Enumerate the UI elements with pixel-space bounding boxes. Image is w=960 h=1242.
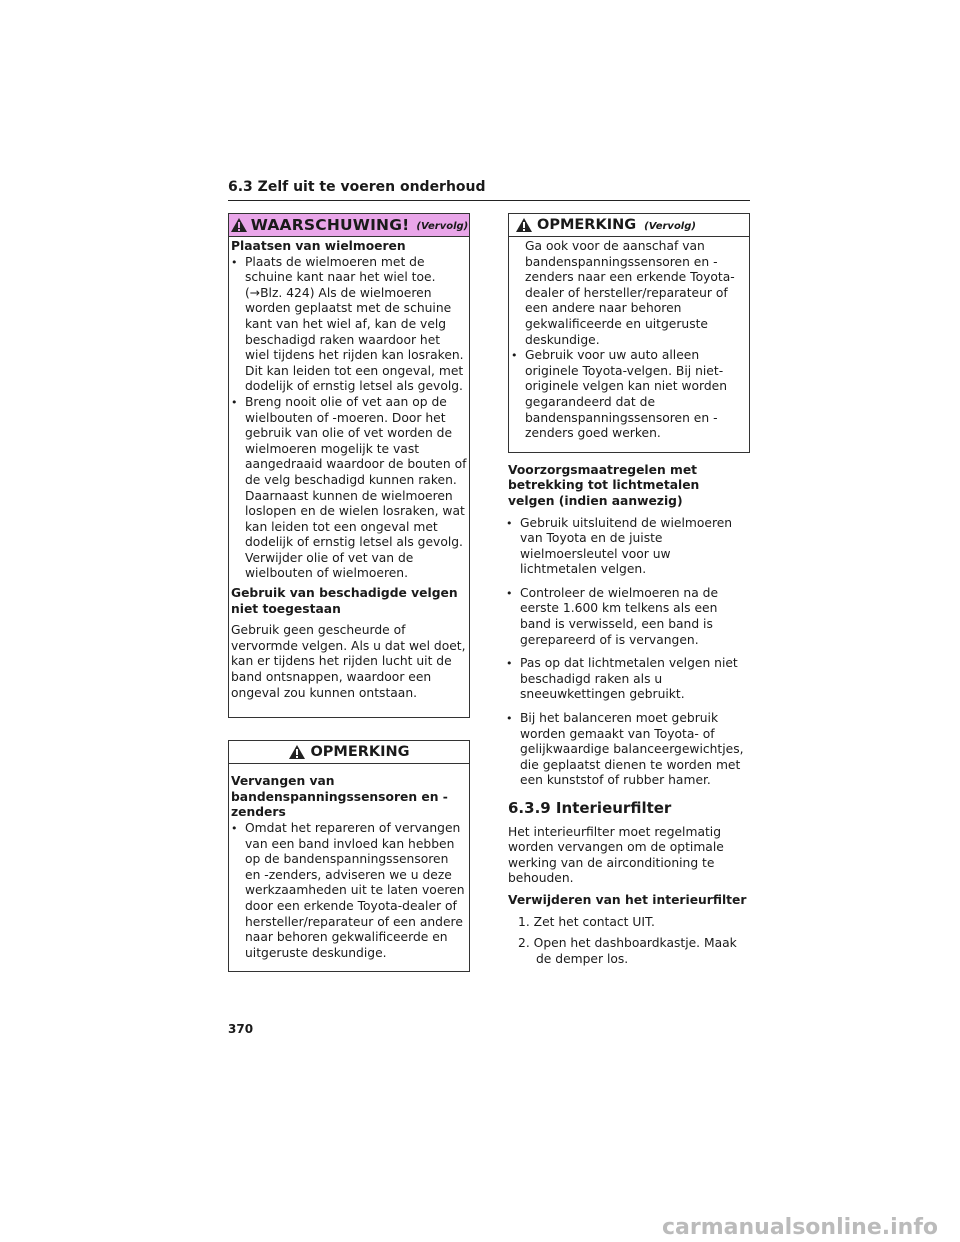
notice-body: [229, 764, 469, 971]
left-column: [228, 213, 470, 988]
notice-continued-bullet: • Gebruik voor uw auto alleen originele Toyota-velgen. Bij niet-originele velgen kan niet worden gegarandeerd dat de bandenspanningssensoren en -zenders goed werken.: [511, 348, 747, 442]
warning-header: [229, 214, 469, 237]
notice-triangle-icon: [288, 744, 306, 760]
page-number: 370: [228, 1022, 254, 1036]
alloy-precautions-heading: Voorzorgsmaatregelen met betrekking tot lichtmetalen velgen (indien aanwezig): [508, 462, 700, 508]
warning-triangle-icon: [230, 217, 248, 233]
remove-filter-heading: Verwijderen van het interieurfilter: [508, 892, 747, 907]
interieurfilter-intro: Het interieurfilter moet regelmatig worden vervangen om de optimale werking van de airconditioning te behouden.: [508, 824, 724, 886]
warning-paragraph: Gebruik geen gescheurde of vervormde velgen. Als u dat wel doet, kan er tijdens het rijden lucht uit de band ontsnappen, waardoor een ongeval zou kunnen ontstaan.: [231, 623, 466, 700]
notice-continued-text: Ga ook voor de aanschaf van bandenspanningssensoren en -zenders naar een erkende Toyota-dealer of hersteller/reparateur of een andere naar behoren gekwalificeerde en uitgeruste deskundige.: [525, 239, 735, 347]
alloy-bullet-2: • Controleer de wielmoeren na de eerste 1.600 km telkens als een band is verwisseld, een band is gerepareerd of is vervangen.: [508, 586, 750, 648]
alloy-bullet-1: • Gebruik uitsluitend de wielmoeren van Toyota en de juiste wielmoersleutel voor uw lichtmetalen velgen.: [508, 516, 750, 578]
warning-subheading-1: Plaatsen van wielmoeren: [231, 239, 406, 253]
notice-subheading: Vervangen van bandenspanningssensoren en -zenders: [231, 774, 448, 820]
section-header: 6.3 Zelf uit te voeren onderhoud: [228, 178, 750, 201]
step-2: 2. Open het dashboardkastje. Maak de demper los.: [518, 936, 737, 966]
notice-continued-box: [508, 213, 750, 453]
watermark: carmanualsonline.info: [662, 1215, 938, 1240]
section-heading-interieurfilter: 6.3.9 Interieurfilter: [508, 799, 672, 817]
step-1: 1. Zet het contact UIT.: [518, 914, 655, 929]
warning-bullet-1: • Plaats de wielmoeren met de schuine kant naar het wiel toe. (→Blz. 424) Als de wielmoeren worden geplaatst met de schuine kant van het wiel af, kan de velg beschadigd raken waardoor het wiel tijdens het rijden kan losraken. Dit kan leiden tot een ongeval, met dodelijk of ernstig letsel als gevolg.: [231, 255, 467, 395]
right-content: [508, 463, 750, 968]
notice-title: OPMERKING: [310, 744, 410, 761]
notice-bullet-1: • Omdat het repareren of vervangen van een band invloed kan hebben op de bandenspanningssensoren en -zenders, adviseren we u deze werkzaamheden uit te laten voeren door een erkende Toyota-dealer of hersteller/reparateur of een andere naar behoren gekwalificeerde en uitgeruste deskundige.: [231, 821, 467, 961]
notice-triangle-icon: [515, 217, 533, 233]
warning-box: [228, 213, 470, 718]
notice-continued-body: [509, 237, 749, 452]
notice-box: [228, 740, 470, 972]
warning-body: [229, 237, 469, 717]
notice-header: [229, 741, 469, 764]
notice-continued-label: (Vervolg): [644, 221, 696, 232]
warning-continued: (Vervolg): [416, 221, 469, 232]
warning-title: WAARSCHUWING!: [250, 216, 410, 234]
notice-continued-header: [509, 214, 749, 237]
alloy-bullet-3: • Pas op dat lichtmetalen velgen niet beschadigd raken als u sneeuwkettingen gebruikt.: [508, 656, 750, 703]
alloy-bullet-4: • Bij het balanceren moet gebruik worden gemaakt van Toyota- of gelijkwaardige balanceergewichtjes, die geplaatst dienen te worden met een kunststof of rubber hamer.: [508, 711, 750, 789]
warning-bullet-2: • Breng nooit olie of vet aan op de wielbouten of -moeren. Door het gebruik van olie of vet worden de wielmoeren mogelijk te vast aangedraaid waardoor de bouten of de velg beschadigd kunnen raken. Daarnaast kunnen de wielmoeren loslopen en de wielen losraken, wat kan leiden tot een ongeval met dodelijk of ernstig letsel als gevolg. Verwijder olie of vet van de wielbouten of wielmoeren.: [231, 395, 467, 582]
right-column: [508, 213, 750, 973]
warning-subheading-2: Gebruik van beschadigde velgen niet toegestaan: [231, 586, 458, 616]
notice-continued-title: OPMERKING: [537, 217, 637, 233]
